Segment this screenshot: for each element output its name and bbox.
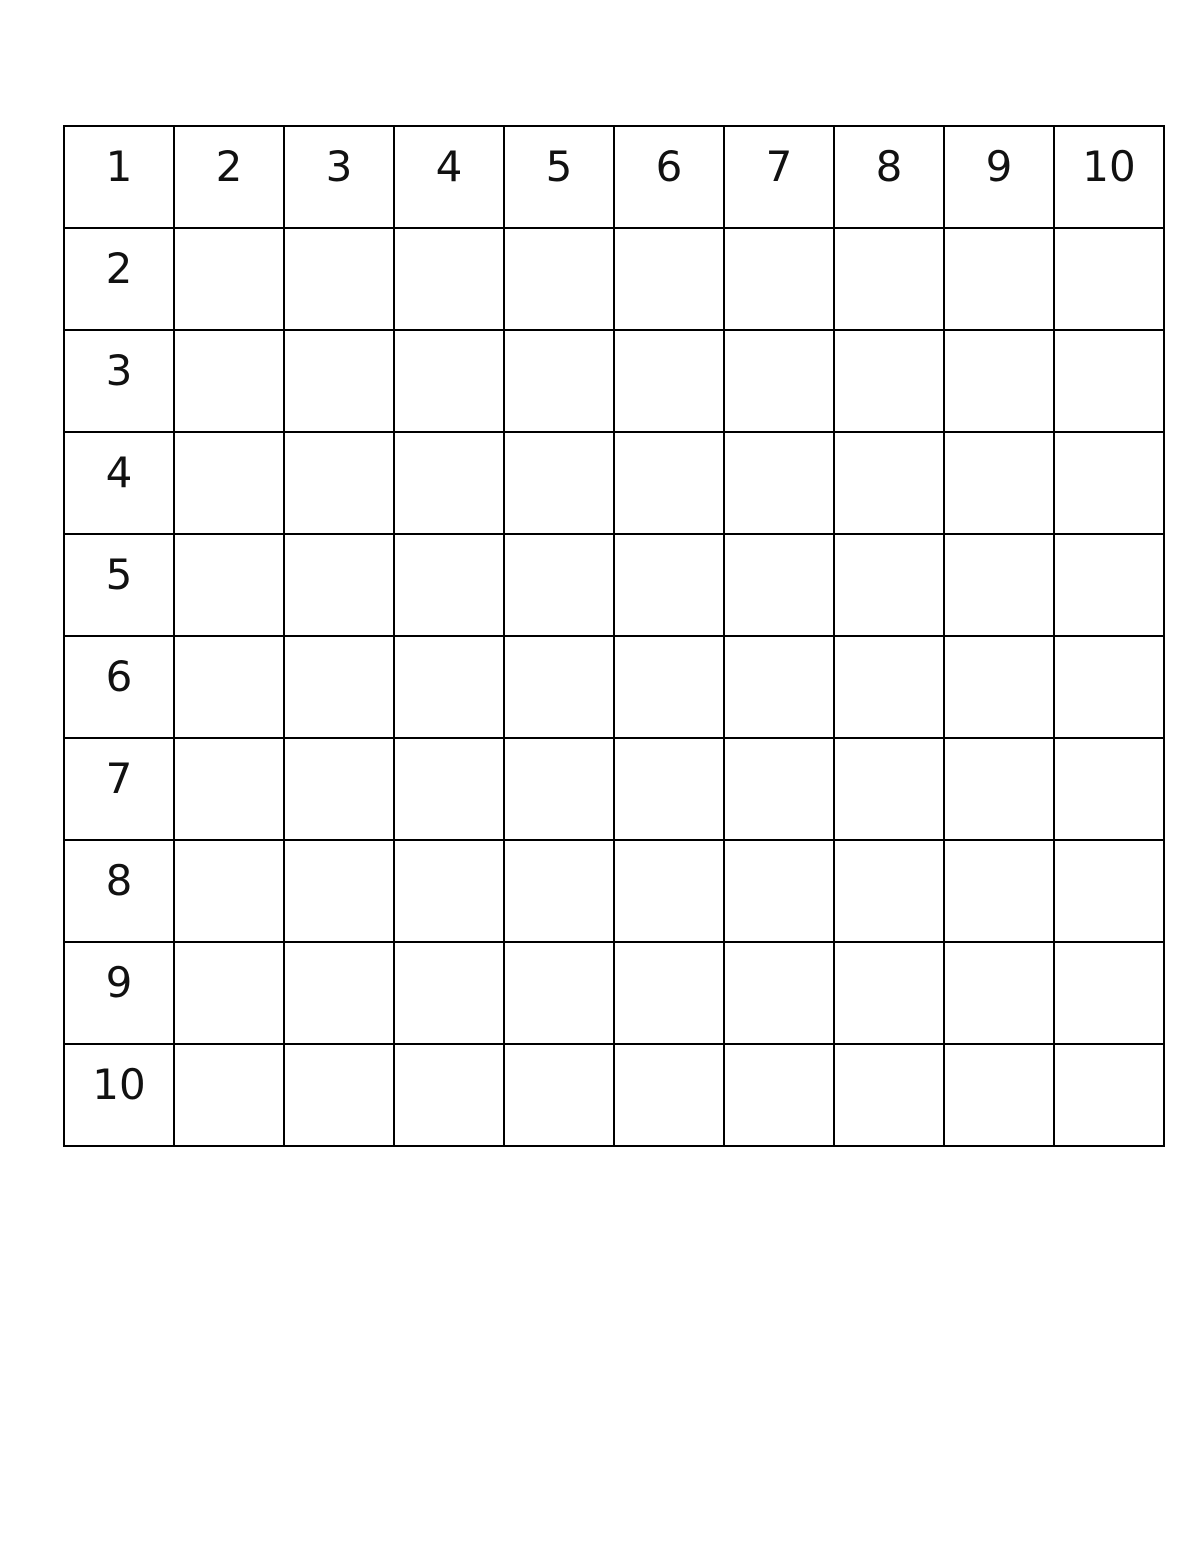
blank-answer-cell[interactable]	[834, 534, 944, 636]
row-label-cell	[64, 840, 174, 942]
blank-answer-cell[interactable]	[724, 432, 834, 534]
blank-answer-cell[interactable]	[394, 738, 504, 840]
blank-answer-cell[interactable]	[394, 228, 504, 330]
blank-answer-cell[interactable]	[944, 1044, 1054, 1146]
blank-answer-cell[interactable]	[174, 432, 284, 534]
row-label-number: 7	[105, 754, 133, 803]
row-label-number: 5	[105, 550, 133, 599]
blank-answer-cell[interactable]	[284, 738, 394, 840]
blank-answer-cell[interactable]	[284, 942, 394, 1044]
blank-answer-cell[interactable]	[394, 636, 504, 738]
row-label-number: 3	[105, 346, 133, 395]
blank-answer-cell[interactable]	[724, 942, 834, 1044]
blank-answer-cell[interactable]	[724, 330, 834, 432]
header-number: 5	[545, 142, 573, 191]
blank-answer-cell[interactable]	[944, 228, 1054, 330]
blank-answer-cell[interactable]	[614, 330, 724, 432]
row-label-cell	[64, 942, 174, 1044]
blank-answer-cell[interactable]	[1054, 1044, 1164, 1146]
blank-answer-cell[interactable]	[834, 942, 944, 1044]
header-number: 10	[1082, 142, 1136, 191]
grid-row	[64, 840, 1164, 942]
blank-answer-cell[interactable]	[174, 1044, 284, 1146]
row-label-cell	[64, 738, 174, 840]
blank-answer-cell[interactable]	[394, 942, 504, 1044]
grid-row	[64, 534, 1164, 636]
header-cell	[724, 126, 834, 228]
row-label-number: 8	[105, 856, 133, 905]
blank-answer-cell[interactable]	[174, 636, 284, 738]
blank-answer-cell[interactable]	[174, 840, 284, 942]
blank-answer-cell[interactable]	[394, 1044, 504, 1146]
blank-answer-cell[interactable]	[944, 738, 1054, 840]
header-cell	[1054, 126, 1164, 228]
grid-table	[63, 125, 1165, 1147]
blank-answer-cell[interactable]	[394, 840, 504, 942]
blank-answer-cell[interactable]	[1054, 432, 1164, 534]
blank-answer-cell[interactable]	[504, 534, 614, 636]
blank-answer-cell[interactable]	[284, 636, 394, 738]
blank-answer-cell[interactable]	[614, 534, 724, 636]
blank-answer-cell[interactable]	[174, 942, 284, 1044]
header-number: 3	[325, 142, 353, 191]
header-row	[64, 126, 1164, 228]
blank-answer-cell[interactable]	[1054, 636, 1164, 738]
blank-answer-cell[interactable]	[504, 840, 614, 942]
blank-answer-cell[interactable]	[174, 738, 284, 840]
row-label-cell	[64, 432, 174, 534]
row-label-cell	[64, 636, 174, 738]
blank-answer-cell[interactable]	[614, 942, 724, 1044]
blank-answer-cell[interactable]	[284, 534, 394, 636]
header-cell	[394, 126, 504, 228]
blank-answer-cell[interactable]	[504, 738, 614, 840]
header-number: 9	[985, 142, 1013, 191]
blank-answer-cell[interactable]	[284, 432, 394, 534]
row-label-number: 6	[105, 652, 133, 701]
row-label-cell	[64, 1044, 174, 1146]
blank-answer-cell[interactable]	[614, 228, 724, 330]
blank-answer-cell[interactable]	[944, 942, 1054, 1044]
blank-answer-cell[interactable]	[834, 738, 944, 840]
blank-answer-cell[interactable]	[724, 738, 834, 840]
blank-answer-cell[interactable]	[944, 636, 1054, 738]
blank-answer-cell[interactable]	[834, 636, 944, 738]
multiplication-grid	[63, 125, 1146, 1144]
blank-answer-cell[interactable]	[724, 534, 834, 636]
header-cell	[944, 126, 1054, 228]
header-number: 6	[655, 142, 683, 191]
row-label-number: 10	[92, 1060, 146, 1109]
row-label-number: 4	[105, 448, 133, 497]
grid-row	[64, 942, 1164, 1044]
blank-answer-cell[interactable]	[724, 840, 834, 942]
blank-answer-cell[interactable]	[1054, 330, 1164, 432]
blank-answer-cell[interactable]	[944, 432, 1054, 534]
blank-answer-cell[interactable]	[724, 636, 834, 738]
blank-answer-cell[interactable]	[614, 432, 724, 534]
blank-answer-cell[interactable]	[504, 942, 614, 1044]
blank-answer-cell[interactable]	[944, 330, 1054, 432]
blank-answer-cell[interactable]	[1054, 942, 1164, 1044]
row-label-cell	[64, 534, 174, 636]
blank-answer-cell[interactable]	[174, 330, 284, 432]
blank-answer-cell[interactable]	[284, 228, 394, 330]
header-cell	[614, 126, 724, 228]
blank-answer-cell[interactable]	[834, 840, 944, 942]
blank-answer-cell[interactable]	[394, 330, 504, 432]
blank-answer-cell[interactable]	[614, 1044, 724, 1146]
grid-row	[64, 1044, 1164, 1146]
blank-answer-cell[interactable]	[944, 534, 1054, 636]
blank-answer-cell[interactable]	[834, 1044, 944, 1146]
blank-answer-cell[interactable]	[834, 330, 944, 432]
header-number: 7	[765, 142, 793, 191]
header-cell	[834, 126, 944, 228]
row-label-number: 2	[105, 244, 133, 293]
blank-answer-cell[interactable]	[394, 432, 504, 534]
blank-answer-cell[interactable]	[724, 1044, 834, 1146]
blank-answer-cell[interactable]	[504, 330, 614, 432]
row-label-cell	[64, 228, 174, 330]
grid-row	[64, 330, 1164, 432]
grid-row	[64, 228, 1164, 330]
grid-row	[64, 432, 1164, 534]
blank-answer-cell[interactable]	[614, 840, 724, 942]
blank-answer-cell[interactable]	[504, 1044, 614, 1146]
blank-answer-cell[interactable]	[284, 840, 394, 942]
blank-answer-cell[interactable]	[174, 534, 284, 636]
row-label-number: 9	[105, 958, 133, 1007]
grid-row	[64, 738, 1164, 840]
blank-answer-cell[interactable]	[1054, 534, 1164, 636]
blank-answer-cell[interactable]	[724, 228, 834, 330]
header-number: 4	[435, 142, 463, 191]
blank-answer-cell[interactable]	[504, 228, 614, 330]
header-number: 1	[105, 142, 133, 191]
blank-answer-cell[interactable]	[1054, 738, 1164, 840]
blank-answer-cell[interactable]	[944, 840, 1054, 942]
blank-answer-cell[interactable]	[174, 228, 284, 330]
blank-answer-cell[interactable]	[284, 1044, 394, 1146]
blank-answer-cell[interactable]	[834, 432, 944, 534]
header-cell	[504, 126, 614, 228]
header-cell	[284, 126, 394, 228]
blank-answer-cell[interactable]	[614, 738, 724, 840]
header-cell	[174, 126, 284, 228]
blank-answer-cell[interactable]	[1054, 840, 1164, 942]
blank-answer-cell[interactable]	[614, 636, 724, 738]
header-number: 2	[215, 142, 243, 191]
header-number: 8	[875, 142, 903, 191]
blank-answer-cell[interactable]	[504, 432, 614, 534]
blank-answer-cell[interactable]	[504, 636, 614, 738]
row-label-cell	[64, 330, 174, 432]
grid-row	[64, 636, 1164, 738]
blank-answer-cell[interactable]	[394, 534, 504, 636]
blank-answer-cell[interactable]	[1054, 228, 1164, 330]
blank-answer-cell[interactable]	[284, 330, 394, 432]
blank-answer-cell[interactable]	[834, 228, 944, 330]
header-cell	[64, 126, 174, 228]
